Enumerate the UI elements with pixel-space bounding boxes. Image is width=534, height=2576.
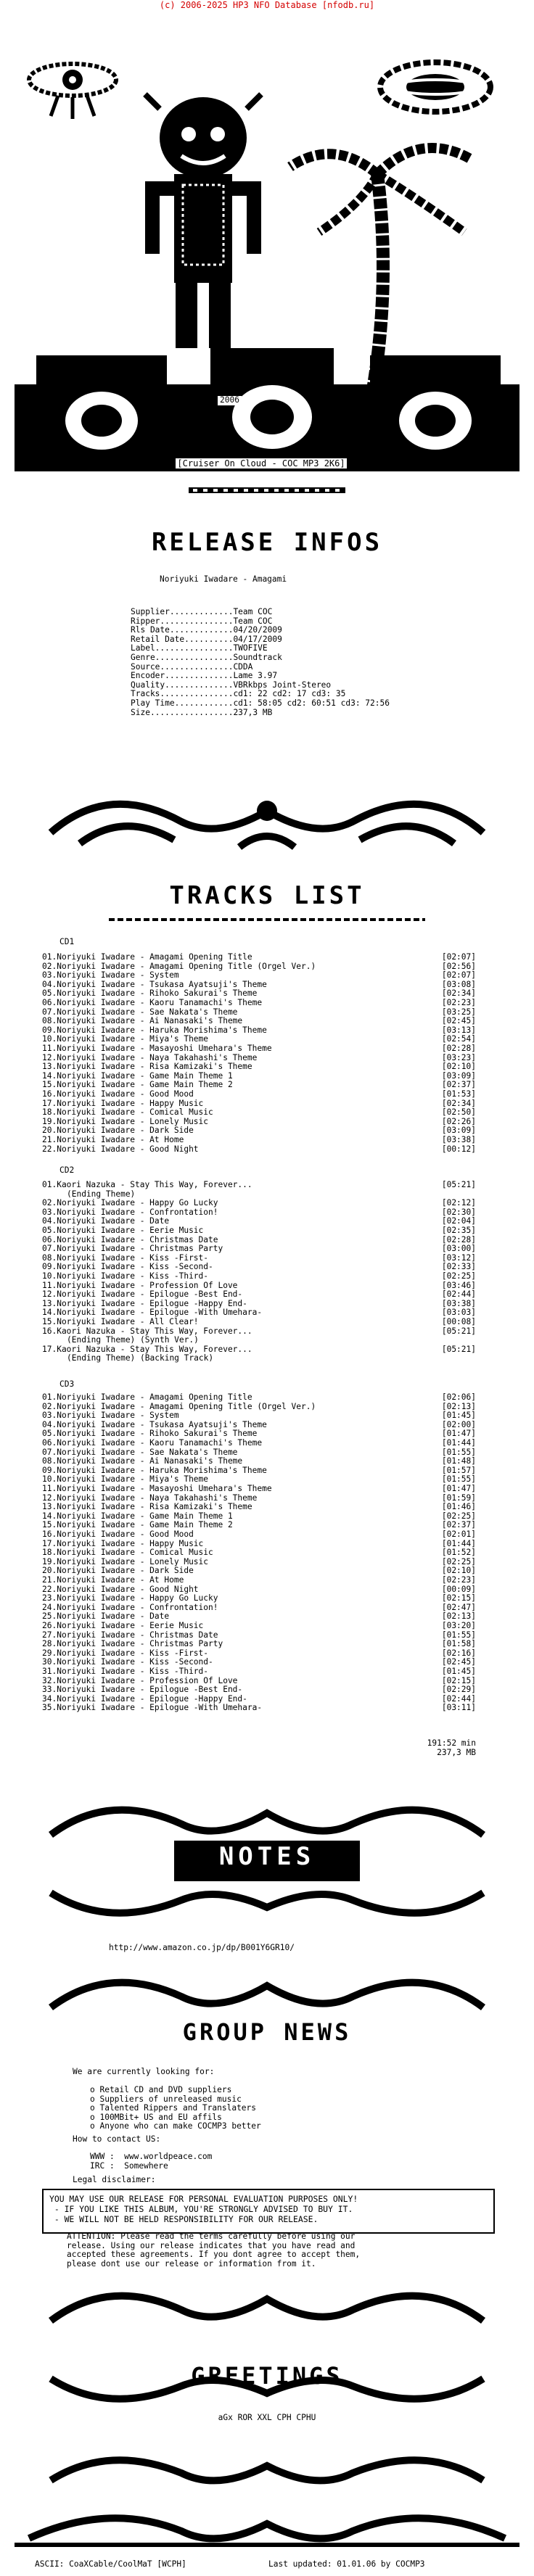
track-duration: [02:06] (441, 1392, 476, 1402)
track-duration: [03:38] (441, 1135, 476, 1144)
track-duration: [03:13] (441, 1025, 476, 1035)
track-duration: [00:12] (441, 1144, 476, 1154)
track-title: 10.Noriyuki Iwadare - Miya's Theme (42, 1034, 209, 1044)
greetings-text: aGx ROR XXL CPH CPHU (218, 2413, 316, 2422)
contact-item: IRC : Somewhere (90, 2160, 168, 2171)
track-title: 03.Noriyuki Iwadare - System (42, 1411, 179, 1421)
release-info-row: Size.................237,3 MB (131, 707, 273, 717)
track-duration: [02:25] (441, 1271, 476, 1281)
track-duration: [01:55] (441, 1630, 476, 1640)
track-duration: [01:44] (441, 1438, 476, 1448)
looking-for-item: o Anyone who can make COCMP3 better (90, 2121, 261, 2131)
track-title: 17.Kaori Nazuka - Stay This Way, Forever... (42, 1344, 252, 1354)
track-duration: [03:09] (441, 1126, 476, 1136)
track-title: 07.Noriyuki Iwadare - Sae Nakata's Theme (42, 1447, 238, 1457)
track-duration: [02:29] (441, 1685, 476, 1695)
track-duration: [02:47] (441, 1602, 476, 1612)
track-duration: [02:50] (441, 1107, 476, 1118)
track-duration: [02:01] (441, 1530, 476, 1539)
ascii-credit: cXc/CPHU (283, 369, 322, 379)
track-duration: [02:28] (441, 1044, 476, 1053)
track-duration: [03:38] (441, 1298, 476, 1308)
track-duration: [05:21] (441, 1180, 476, 1189)
track-title: 03.Noriyuki Iwadare - System (42, 970, 179, 981)
track-duration: [02:34] (441, 988, 476, 999)
track-duration: [01:59] (441, 1493, 476, 1503)
track-duration: [03:12] (441, 1252, 476, 1263)
track-title: 13.Noriyuki Iwadare - Risa Kamizaki's Theme (42, 1062, 252, 1072)
track-duration: [02:30] (441, 1207, 476, 1217)
track-subtitle: (Ending Theme) (Synth Ver.) (67, 1335, 199, 1345)
track-title: 06.Noriyuki Iwadare - Kaoru Tanamachi's Theme (42, 998, 263, 1007)
track-title: 30.Noriyuki Iwadare - Kiss -Second- (42, 1657, 213, 1667)
track-title: 01.Kaori Nazuka - Stay This Way, Forever... (42, 1180, 252, 1189)
track-title: 26.Noriyuki Iwadare - Eerie Music (42, 1621, 204, 1630)
group-news-ornament (0, 1964, 534, 2022)
track-duration: [03:46] (441, 1280, 476, 1290)
coc-logo-art (15, 348, 519, 471)
track-title: 18.Noriyuki Iwadare - Comical Music (42, 1107, 213, 1118)
track-title: 21.Noriyuki Iwadare - At Home (42, 1575, 184, 1585)
release-title: Noriyuki Iwadare - Amagami (160, 574, 287, 584)
track-title: 14.Noriyuki Iwadare - Game Main Theme 1 (42, 1511, 233, 1521)
release-info-row: Ripper...............Team COC (131, 616, 273, 626)
track-title: 08.Noriyuki Iwadare - Ai Nanasaki's Theme (42, 1016, 243, 1026)
track-duration: [02:07] (441, 970, 476, 981)
track-title: 21.Noriyuki Iwadare - At Home (42, 1135, 184, 1144)
track-title: 12.Noriyuki Iwadare - Naya Takahashi's Theme (42, 1052, 258, 1062)
track-title: 14.Noriyuki Iwadare - Game Main Theme 1 (42, 1070, 233, 1081)
track-title: 20.Noriyuki Iwadare - Dark Side (42, 1126, 194, 1136)
track-title: 02.Noriyuki Iwadare - Amagami Opening Title (Orgel Ver.) (42, 961, 316, 971)
track-title: 01.Noriyuki Iwadare - Amagami Opening Title (42, 952, 252, 962)
looking-for-title: We are currently looking for: (73, 2067, 215, 2076)
track-duration: [02:13] (441, 1401, 476, 1411)
track-title: 16.Noriyuki Iwadare - Good Mood (42, 1089, 194, 1099)
attention-line: please dont use our release or information from it. (67, 2258, 316, 2269)
track-subtitle: (Ending Theme) (67, 1189, 136, 1199)
track-duration: [01:58] (441, 1639, 476, 1649)
cd2-label: CD2 (59, 1165, 75, 1175)
attention-line: release. Using our release indicates that you have read and (67, 2240, 356, 2250)
divider-bar (0, 487, 534, 496)
release-info-row: Quality..............VBRkbps Joint-Stereo (131, 680, 332, 690)
track-title: 04.Noriyuki Iwadare - Tsukasa Ayatsuji's Theme (42, 979, 267, 989)
track-title: 14.Noriyuki Iwadare - Epilogue -With Umehara- (42, 1308, 263, 1318)
logo-caption (154, 457, 369, 470)
track-duration: [02:15] (441, 1593, 476, 1603)
track-title: 28.Noriyuki Iwadare - Christmas Party (42, 1639, 223, 1649)
track-title: 16.Kaori Nazuka - Stay This Way, Forever... (42, 1326, 252, 1336)
track-duration: [02:07] (441, 952, 476, 962)
track-duration: [05:21] (441, 1344, 476, 1354)
ornament-swirl (0, 782, 534, 862)
release-info-row: Play Time............cd1: 58:05 cd2: 60:51 cd3: 72:56 (131, 698, 390, 708)
looking-for-item: o Talented Rippers and Translaters (90, 2103, 257, 2113)
track-title: 20.Noriyuki Iwadare - Dark Side (42, 1566, 194, 1576)
tracks-banner-underline (0, 915, 534, 925)
track-title: 25.Noriyuki Iwadare - Date (42, 1611, 170, 1622)
contact-item: WWW : www.worldpeace.com (90, 2152, 213, 2161)
copyright-link[interactable]: (c) 2006-2025 HP3 NFO Database [nfodb.ru] (159, 0, 375, 10)
footer-ornament (0, 2451, 534, 2553)
track-duration: [03:25] (441, 1007, 476, 1017)
greetings-ornament (0, 2277, 534, 2422)
track-duration: [02:23] (441, 998, 476, 1007)
track-title: 17.Noriyuki Iwadare - Happy Music (42, 1098, 204, 1108)
track-title: 18.Noriyuki Iwadare - Comical Music (42, 1548, 213, 1558)
track-title: 02.Noriyuki Iwadare - Amagami Opening Title (Orgel Ver.) (42, 1401, 316, 1411)
track-title: 11.Noriyuki Iwadare - Profession Of Love (42, 1280, 238, 1290)
greetings-banner: GREETINGS (191, 2362, 343, 2390)
track-title: 31.Noriyuki Iwadare - Kiss -Third- (42, 1667, 209, 1676)
track-duration: [02:15] (441, 1675, 476, 1685)
disclaimer-line: - WE WILL NOT BE HELD RESPONSIBILITY FOR OUR RELEASE. (49, 2214, 319, 2224)
track-duration: [01:46] (441, 1502, 476, 1512)
track-duration: [03:00] (441, 1244, 476, 1254)
track-duration: [02:26] (441, 1116, 476, 1126)
tracks-list-banner: TRACKS LIST (169, 881, 365, 910)
track-title: 13.Noriyuki Iwadare - Risa Kamizaki's Theme (42, 1502, 252, 1512)
track-duration: [02:37] (441, 1080, 476, 1090)
track-title: 07.Noriyuki Iwadare - Sae Nakata's Theme (42, 1007, 238, 1017)
track-title: 15.Noriyuki Iwadare - Game Main Theme 2 (42, 1080, 233, 1090)
track-duration: [02:16] (441, 1648, 476, 1658)
track-duration: [02:37] (441, 1520, 476, 1530)
contact-title: How to contact US: (73, 2134, 161, 2144)
track-title: 12.Noriyuki Iwadare - Epilogue -Best End- (42, 1289, 243, 1300)
track-title: 16.Noriyuki Iwadare - Good Mood (42, 1530, 194, 1539)
track-title: 22.Noriyuki Iwadare - Good Night (42, 1144, 199, 1154)
track-duration: [03:11] (441, 1703, 476, 1713)
track-title: 19.Noriyuki Iwadare - Lonely Music (42, 1556, 209, 1566)
track-duration: [01:48] (441, 1456, 476, 1466)
track-title: 35.Noriyuki Iwadare - Epilogue -With Umehara- (42, 1703, 263, 1713)
track-duration: [02:10] (441, 1062, 476, 1072)
track-title: 27.Noriyuki Iwadare - Christmas Date (42, 1630, 218, 1640)
track-duration: [02:44] (441, 1693, 476, 1704)
track-title: 10.Noriyuki Iwadare - Miya's Theme (42, 1474, 209, 1485)
track-duration: [02:25] (441, 1511, 476, 1521)
track-duration: [01:57] (441, 1465, 476, 1475)
track-row (42, 1704, 492, 1713)
track-duration: [01:45] (441, 1667, 476, 1676)
track-duration: [01:45] (441, 1411, 476, 1421)
release-info-row: Supplier.............Team COC (131, 607, 273, 616)
track-title: 04.Noriyuki Iwadare - Date (42, 1216, 170, 1226)
track-title: 03.Noriyuki Iwadare - Confrontation! (42, 1207, 218, 1217)
track-duration: [02:28] (441, 1234, 476, 1244)
track-duration: [02:12] (441, 1198, 476, 1208)
track-title: 07.Noriyuki Iwadare - Christmas Party (42, 1244, 223, 1254)
eye-icon (29, 64, 116, 119)
track-duration: [02:45] (441, 1657, 476, 1667)
track-title: 08.Noriyuki Iwadare - Ai Nanasaki's Theme (42, 1456, 243, 1466)
track-duration: [01:44] (441, 1538, 476, 1548)
track-title: 05.Noriyuki Iwadare - Eerie Music (42, 1226, 204, 1235)
ascii-year: 2006 (218, 396, 242, 405)
track-duration: [02:34] (441, 1098, 476, 1108)
track-duration: [02:54] (441, 1034, 476, 1044)
notes-banner: NOTES (218, 1842, 316, 1871)
release-info-row: Retail Date..........04/17/2009 (131, 634, 282, 644)
release-info-row: Source...............CDDA (131, 661, 253, 672)
track-title: 08.Noriyuki Iwadare - Kiss -First- (42, 1252, 209, 1263)
looking-for-item: o 100MBit+ US and EU affils (90, 2112, 222, 2122)
track-duration: [02:04] (441, 1216, 476, 1226)
track-title: 09.Noriyuki Iwadare - Haruka Morishima's Theme (42, 1025, 267, 1035)
hero-ascii-art (0, 15, 534, 515)
cd3-label: CD3 (59, 1379, 75, 1389)
track-title: 15.Noriyuki Iwadare - Game Main Theme 2 (42, 1520, 233, 1530)
track-title: 04.Noriyuki Iwadare - Tsukasa Ayatsuji's Theme (42, 1419, 267, 1429)
track-title: 11.Noriyuki Iwadare - Masayoshi Umehara's Theme (42, 1484, 272, 1493)
track-duration: [01:55] (441, 1447, 476, 1457)
release-info-row: Label................TWOFIVE (131, 643, 268, 653)
disclaimer-line: - IF YOU LIKE THIS ALBUM, YOU'RE STRONGLY ADVISED TO BUY IT. (49, 2204, 353, 2214)
track-title: 34.Noriyuki Iwadare - Epilogue -Happy End- (42, 1693, 247, 1704)
attention-line: accepted these agreements. If you dont agree to accept them, (67, 2250, 361, 2260)
track-duration: [02:56] (441, 961, 476, 971)
track-title: 01.Noriyuki Iwadare - Amagami Opening Title (42, 1392, 252, 1402)
track-title: 06.Noriyuki Iwadare - Kaoru Tanamachi's Theme (42, 1438, 263, 1448)
release-info-row: Genre................Soundtrack (131, 653, 282, 662)
footer-updated: Last updated: 01.01.06 by COCMP3 (268, 2559, 425, 2569)
track-duration: [02:25] (441, 1556, 476, 1566)
track-duration: [03:03] (441, 1308, 476, 1318)
track-duration: [01:55] (441, 1474, 476, 1485)
release-info-row: Tracks...............cd1: 22 cd2: 17 cd3: 35 (131, 689, 346, 699)
track-title: 33.Noriyuki Iwadare - Epilogue -Best End- (42, 1685, 243, 1695)
track-title: 12.Noriyuki Iwadare - Naya Takahashi's Theme (42, 1493, 258, 1503)
group-news-banner: GROUP NEWS (182, 2018, 352, 2046)
track-row (42, 1145, 492, 1155)
total-time: 191:52 min (427, 1738, 476, 1748)
track-title: 24.Noriyuki Iwadare - Confrontation! (42, 1602, 218, 1612)
track-title: 22.Noriyuki Iwadare - Good Night (42, 1584, 199, 1594)
logo-caption-text: [Cruiser On Cloud - COC MP3 2K6] (177, 458, 345, 468)
track-title: 13.Noriyuki Iwadare - Epilogue -Happy End- (42, 1298, 247, 1308)
track-title: 09.Noriyuki Iwadare - Haruka Morishima's Theme (42, 1465, 267, 1475)
total-size: 237,3 MB (437, 1748, 476, 1757)
track-duration: [02:13] (441, 1611, 476, 1622)
track-title: 06.Noriyuki Iwadare - Christmas Date (42, 1234, 218, 1244)
track-duration: [03:09] (441, 1070, 476, 1081)
track-title: 10.Noriyuki Iwadare - Kiss -Third- (42, 1271, 209, 1281)
track-duration: [02:35] (441, 1226, 476, 1235)
track-title: 32.Noriyuki Iwadare - Profession Of Love (42, 1675, 238, 1685)
track-duration: [01:47] (441, 1429, 476, 1439)
track-duration: [03:23] (441, 1052, 476, 1062)
track-duration: [03:08] (441, 979, 476, 989)
release-info-row: Encoder..............Lame 3.97 (131, 671, 278, 681)
attention-line: ATTENTION: Please read the terms carefully before using our (67, 2232, 356, 2241)
track-title: 02.Noriyuki Iwadare - Happy Go Lucky (42, 1198, 218, 1208)
track-duration: [03:20] (441, 1621, 476, 1630)
track-title: 05.Noriyuki Iwadare - Rihoko Sakurai's Theme (42, 1429, 258, 1439)
track-title: 15.Noriyuki Iwadare - All Clear! (42, 1317, 199, 1326)
track-duration: [02:00] (441, 1419, 476, 1429)
notes-url[interactable]: http://www.amazon.co.jp/dp/B001Y6GR10/ (109, 1943, 295, 1952)
release-info-row: Rls Date.............04/20/2009 (131, 625, 282, 635)
track-duration: [05:21] (441, 1326, 476, 1336)
track-duration: [00:08] (441, 1317, 476, 1326)
track-title: 17.Noriyuki Iwadare - Happy Music (42, 1538, 204, 1548)
track-duration: [01:47] (441, 1484, 476, 1493)
cd1-label: CD1 (59, 937, 75, 946)
figure-illustration (145, 94, 261, 348)
looking-for-item: o Suppliers of unreleased music (90, 2094, 242, 2104)
track-title: 05.Noriyuki Iwadare - Rihoko Sakurai's Theme (42, 988, 258, 999)
track-title: 09.Noriyuki Iwadare - Kiss -Second- (42, 1262, 213, 1272)
track-duration: [01:52] (441, 1548, 476, 1558)
track-subtitle: (Ending Theme) (Backing Track) (67, 1353, 214, 1363)
disclaimer-box (42, 2189, 495, 2234)
track-duration: [00:09] (441, 1584, 476, 1594)
release-infos-banner: RELEASE INFOS (151, 528, 383, 557)
track-title: 29.Noriyuki Iwadare - Kiss -First- (42, 1648, 209, 1658)
footer-ascii-credit: ASCII: CoaXCable/CoolMaT [WCPH] (35, 2559, 186, 2569)
planet-icon (380, 62, 490, 112)
track-title: 23.Noriyuki Iwadare - Happy Go Lucky (42, 1593, 218, 1603)
track-duration: [02:44] (441, 1289, 476, 1300)
disclaimer-line: YOU MAY USE OUR RELEASE FOR PERSONAL EVALUATION PURPOSES ONLY! (49, 2194, 358, 2204)
legal-title: Legal disclaimer: (73, 2175, 156, 2184)
looking-for-item: o Retail CD and DVD suppliers (90, 2085, 232, 2094)
track-duration: [02:23] (441, 1575, 476, 1585)
track-title: 19.Noriyuki Iwadare - Lonely Music (42, 1116, 209, 1126)
track-duration: [02:45] (441, 1016, 476, 1026)
track-duration: [02:10] (441, 1566, 476, 1576)
track-duration: [01:53] (441, 1089, 476, 1099)
track-duration: [02:33] (441, 1262, 476, 1272)
track-title: 11.Noriyuki Iwadare - Masayoshi Umehara's Theme (42, 1044, 272, 1053)
